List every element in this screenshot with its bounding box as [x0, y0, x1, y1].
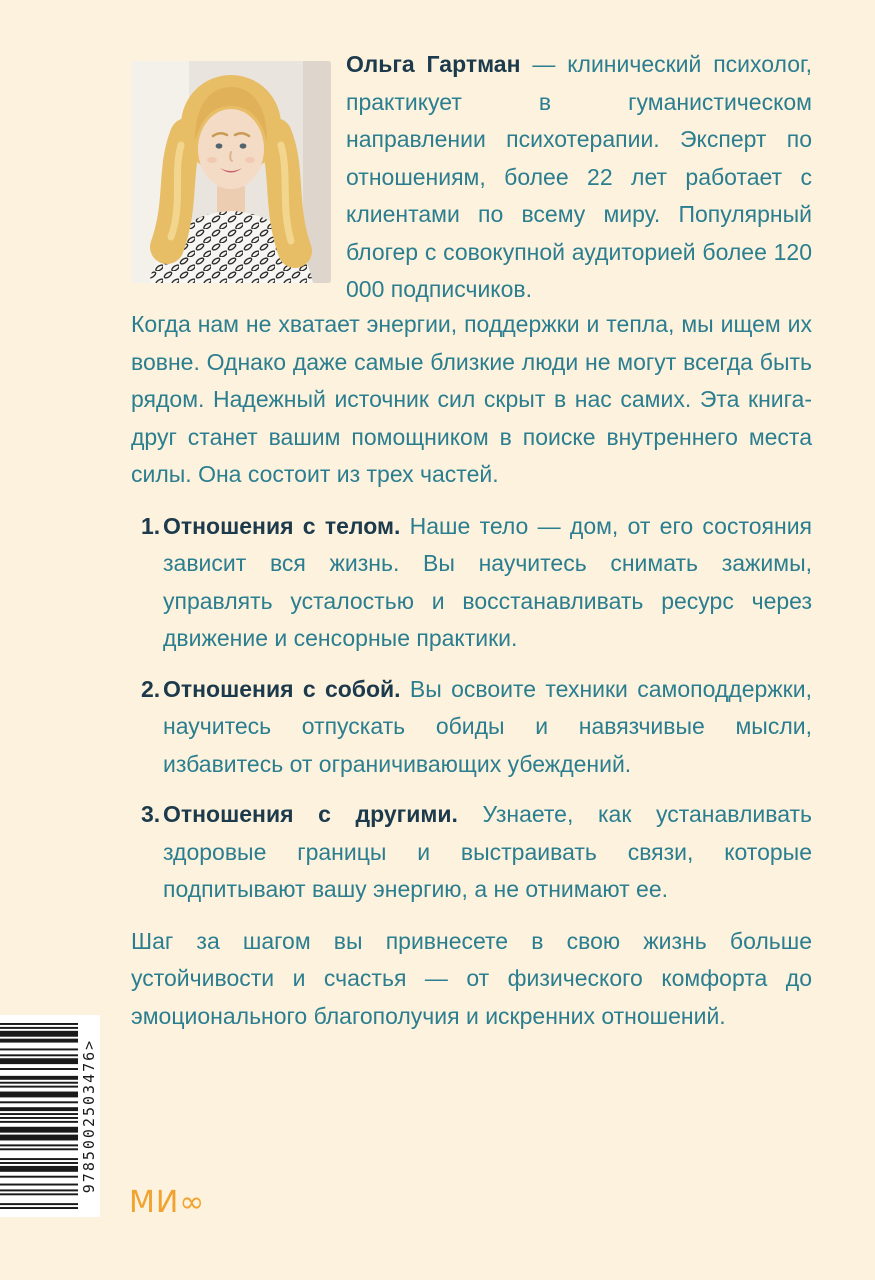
intro-paragraph: Когда нам не хватает энергии, поддержки и тепла, мы ищем их вовне. Однако даже самые близкие люди не могут всегда быть рядом. Надежный источник сил скрыт в нас самих. Эта книга-друг станет вашим помощником в поиске внутреннего места силы. Она состоит из трех частей.	[131, 311, 812, 487]
list-item-text: Вы освоите техники самоподдержки, научитесь отпускать обиды и навязчивые мысли, избавитесь от ограничивающих убеждений.	[163, 675, 812, 777]
list-item-content	[163, 796, 812, 909]
list-item-text: Узнаете, как устанавливать здоровые границы и выстраивать связи, которые подпитывают вашу энергию, а не отнимают ее.	[163, 801, 813, 902]
author-photo	[131, 61, 331, 283]
list-item-text: Наше тело — дом, от его состояния зависит вся жизнь. Вы научитесь снимать зажимы, управлять усталостью и восстанавливать ресурс через движение и сенсорные практики.	[163, 512, 812, 651]
list-item-content	[163, 671, 812, 784]
list-item-title: Отношения с другими.	[163, 801, 458, 827]
author-portrait-illustration	[131, 61, 331, 283]
list-item-others-relations	[131, 796, 812, 909]
publisher-logo-mif: МИ∞	[129, 1185, 206, 1220]
annotation-text	[131, 306, 812, 1035]
list-item-body-relations	[131, 508, 812, 658]
author-bio-text: — клинический психолог, практикует в гуманистическом направлении психотерапии. Эксперт по отношениям, более 22 лет работает с клиентами по всему миру. Популярный блогер с совокупной аудиторией более 120 000 подписчиков.	[346, 51, 813, 302]
barcode-bars	[0, 1023, 78, 1209]
list-item-title: Отношения с собой.	[163, 675, 401, 702]
list-item-number: 1.	[141, 512, 161, 539]
portrait-face	[198, 109, 264, 189]
author-name: Ольга Гартман	[346, 51, 521, 77]
list-item-number: 3.	[141, 801, 161, 827]
author-bio	[346, 46, 812, 309]
list-item-content	[163, 508, 812, 658]
barcode	[0, 1015, 100, 1217]
list-item-number: 2.	[141, 675, 161, 702]
parts-list	[131, 508, 812, 909]
list-item-title: Отношения с телом.	[163, 512, 401, 539]
barcode-number: 9785002503476>	[80, 1038, 98, 1194]
list-item-self-relations	[131, 671, 812, 784]
outro-paragraph: Шаг за шагом вы привнесете в свою жизнь больше устойчивости и счастья — от физического комфорта до эмоционального благополучия и искренних отношений.	[131, 927, 812, 1029]
